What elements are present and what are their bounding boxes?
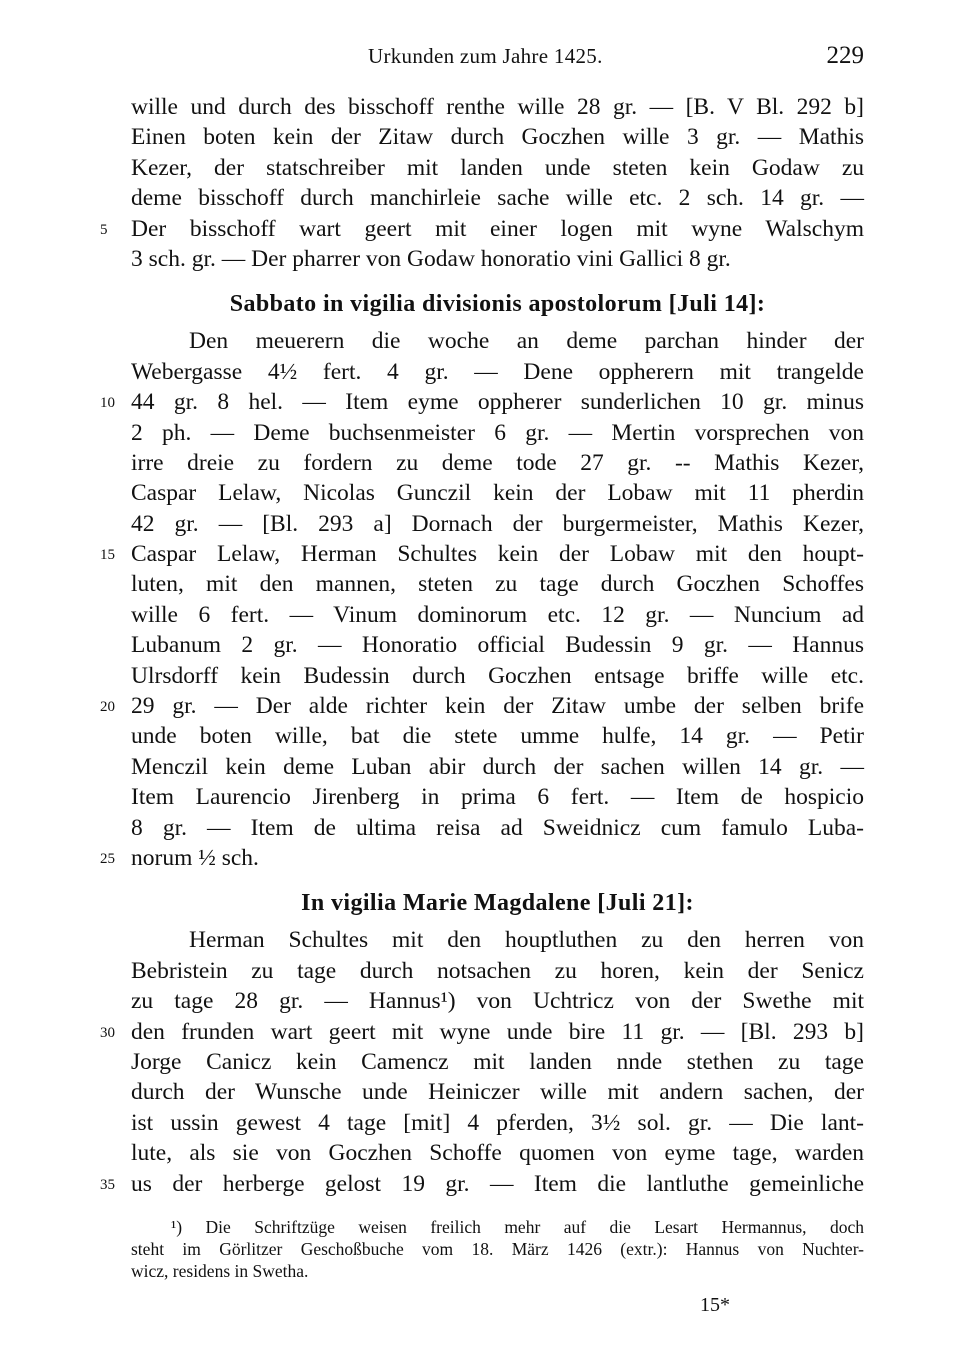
- line-text: durch der Wunsche unde Heiniczer wille mit andern sachen, der: [131, 1079, 864, 1106]
- line-text: luten, mit den mannen, steten zu tage durch Goczhen Schoffes: [131, 571, 864, 598]
- text-line: [131, 986, 864, 1016]
- line-number: 15: [100, 547, 115, 564]
- line-text: den frunden wart geert mit wyne unde bire 11 gr. — [Bl. 293 b]: [131, 1018, 864, 1045]
- footnotes: [131, 1216, 864, 1282]
- line-text: norum ½ sch.: [131, 844, 259, 871]
- text-line: [100, 1169, 864, 1199]
- text-line: [131, 661, 864, 691]
- line-text: 2 ph. — Deme buchsenmeister 6 gr. — Mertin vorsprechen von: [131, 419, 864, 446]
- line-text: Den meuerern die woche an deme parchan hinder der: [189, 328, 864, 355]
- text-line: [131, 782, 864, 812]
- text-line: [131, 630, 864, 660]
- line-number: 10: [100, 395, 115, 412]
- line-text: us der herberge gelost 19 gr. — Item die lantluthe gemeinliche: [131, 1170, 864, 1197]
- line-text: 3 sch. gr. — Der pharrer von Godaw honoratio vini Gallici 8 gr.: [131, 245, 731, 272]
- line-number: 30: [100, 1024, 115, 1041]
- line-text: Menczil kein deme Luban abir durch der sachen willen 14 gr. —: [131, 753, 864, 780]
- line-text: 29 gr. — Der alde richter kein der Zitaw umbe der selben brife: [131, 693, 864, 720]
- running-title: Urkunden zum Jahre 1425.: [368, 44, 603, 68]
- main-text: [100, 92, 864, 1199]
- text-line: [100, 387, 864, 417]
- line-text: 44 gr. 8 hel. — Item eyme oppherer sunderlichen 10 gr. minus: [131, 389, 864, 416]
- line-number: 35: [100, 1176, 115, 1193]
- text-line: [100, 539, 864, 569]
- intro-paragraph: [100, 92, 864, 274]
- text-line: [131, 1138, 864, 1168]
- text-line: [131, 418, 864, 448]
- line-text: Ulrsdorff kein Budessin durch Goczhen entsage briffe wille etc.: [131, 662, 864, 689]
- text-line: [131, 244, 864, 274]
- text-line: [100, 214, 864, 244]
- line-text: Der bisschoff wart geert mit einer logen mit wyne Walschym: [131, 215, 864, 242]
- line-text: zu tage 28 gr. — Hannus¹) von Uchtricz von der Swethe mit: [131, 988, 864, 1015]
- text-line: [131, 1077, 864, 1107]
- text-line: [131, 357, 864, 387]
- text-line: [131, 569, 864, 599]
- line-text: Caspar Lelaw, Herman Schultes kein der Lobaw mit den houpt-: [131, 541, 864, 568]
- text-line: [131, 509, 864, 539]
- text-line: [100, 691, 864, 721]
- line-text: unde boten wille, bat die stete umme hulfe, 14 gr. — Petir: [131, 723, 864, 750]
- line-text: Lubanum 2 gr. — Honoratio official Budessin 9 gr. — Hannus: [131, 632, 864, 659]
- section-1-text: [100, 326, 864, 873]
- section-heading-1: Sabbato in vigilia divisionis apostolorum [Juli 14]:: [229, 291, 766, 318]
- line-number: 5: [100, 221, 108, 238]
- line-text: lute, als sie von Goczhen Schoffe quomen von eyme tage, warden: [131, 1140, 864, 1167]
- line-text: Jorge Canicz kein Camencz mit landen nnde stethen zu tage: [131, 1048, 864, 1075]
- footnote-line: steht im Görlitzer Geschoßbuche vom 18. März 1426 (extr.): Hannus von Nuchter-: [131, 1239, 864, 1259]
- line-text: 42 gr. — [Bl. 293 a] Dornach der burgermeister, Mathis Kezer,: [131, 510, 864, 537]
- text-line: [131, 925, 864, 955]
- line-text: Einen boten kein der Zitaw durch Goczhen wille 3 gr. — Mathis: [131, 124, 864, 151]
- text-line: [100, 1017, 864, 1047]
- running-head: [0, 40, 960, 80]
- text-line: [131, 956, 864, 986]
- text-line: [131, 92, 864, 122]
- footnote-line: ¹) Die Schriftzüge weisen freilich mehr auf die Lesart Hermannus, doch: [171, 1217, 864, 1237]
- line-text: deme bisschoff durch manchirleie sache wille etc. 2 sch. 14 gr. —: [131, 185, 864, 212]
- text-line: [131, 183, 864, 213]
- text-line: [131, 326, 864, 356]
- line-text: Caspar Lelaw, Nicolas Gunczil kein der Lobaw mit 11 pherdin: [131, 480, 864, 507]
- section-2-text: [100, 925, 864, 1199]
- text-line: [100, 843, 864, 873]
- text-line: [131, 721, 864, 751]
- text-line: [131, 752, 864, 782]
- line-text: 8 gr. — Item de ultima reisa ad Sweidnicz cum famulo Luba-: [131, 814, 864, 841]
- text-line: [131, 1108, 864, 1138]
- line-text: wille und durch des bisschoff renthe wille 28 gr. — [B. V Bl. 292 b]: [131, 94, 864, 120]
- text-line: [131, 813, 864, 843]
- text-line: [131, 448, 864, 478]
- text-line: [131, 1047, 864, 1077]
- line-text: Item Laurencio Jirenberg in prima 6 fert. — Item de hospicio: [131, 784, 864, 811]
- footnote-line: wicz, residens in Swetha.: [131, 1261, 309, 1281]
- section-heading-2: In vigilia Marie Magdalene [Juli 21]:: [301, 890, 694, 917]
- text-line: [131, 122, 864, 152]
- line-text: Bebristein zu tage durch notsachen zu horen, kein der Senicz: [131, 957, 864, 984]
- line-text: ist ussin gewest 4 tage [mit] 4 pferden, 3½ sol. gr. — Die lant-: [131, 1109, 864, 1136]
- text-line: [131, 478, 864, 508]
- text-line: [131, 600, 864, 630]
- line-number: 20: [100, 699, 115, 716]
- line-text: irre dreie zu fordern zu deme tode 27 gr. -- Mathis Kezer,: [131, 449, 864, 476]
- line-text: Herman Schultes mit den houptluthen zu den herren von: [189, 927, 864, 954]
- text-line: [131, 153, 864, 183]
- line-text: Webergasse 4½ fert. 4 gr. — Dene oppherern mit trangelde: [131, 358, 864, 385]
- signature-mark: 15*: [700, 1294, 730, 1316]
- page-number: 229: [826, 42, 864, 69]
- line-number: 25: [100, 850, 115, 867]
- line-text: Kezer, der statschreiber mit landen unde steten kein Godaw zu: [131, 154, 864, 181]
- line-text: wille 6 fert. — Vinum dominorum etc. 12 gr. — Nuncium ad: [131, 601, 864, 628]
